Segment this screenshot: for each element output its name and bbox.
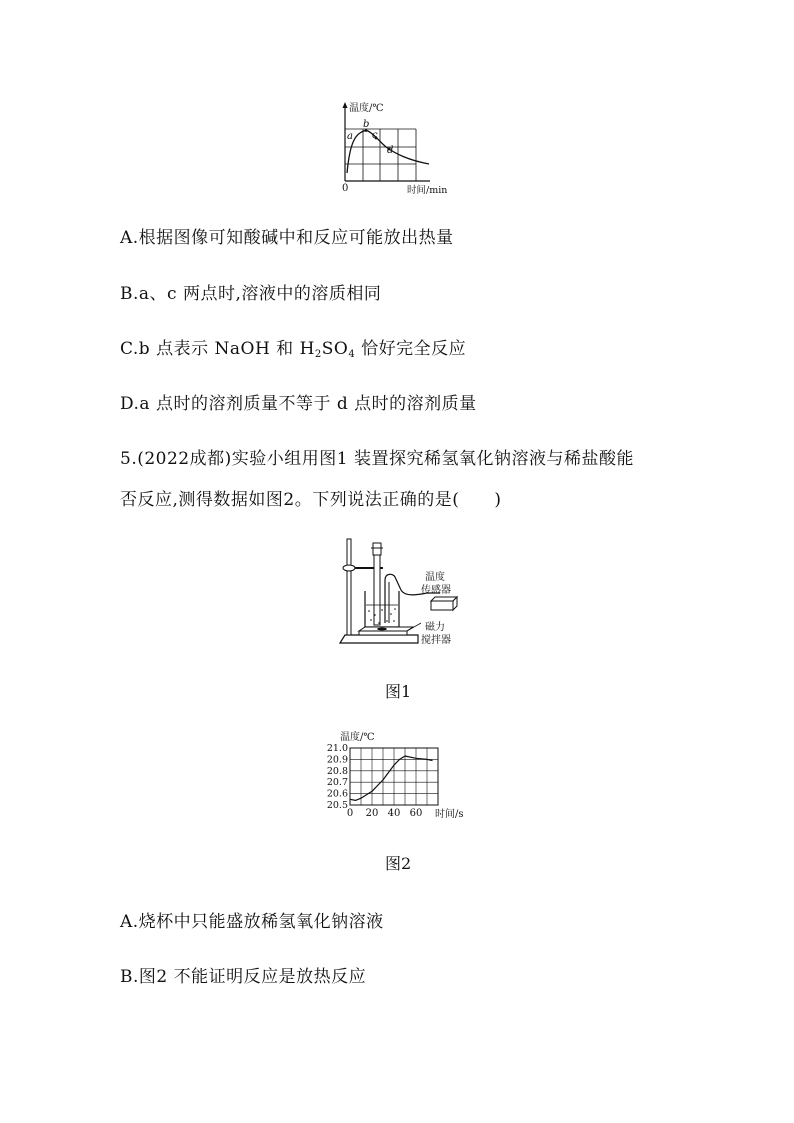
fig2-y-tick-label: 20.8	[326, 765, 348, 777]
option-q4-b: B.a、c 两点时,溶液中的溶质相同	[120, 284, 382, 304]
option-q4-c	[120, 334, 466, 360]
figure1-caption: 图1	[385, 682, 412, 701]
option-q4-c-prefix: C.b 点表示 NaOH 和 H	[120, 339, 315, 359]
option-q5-b: B.图2 不能证明反应是放热反应	[120, 967, 367, 987]
fig2-ylabel: 温度/℃	[340, 732, 375, 743]
option-q5-a: A.烧杯中只能盛放稀氢氧化钠溶液	[120, 912, 384, 932]
option-q4-c-sub1: 2	[314, 349, 322, 360]
option-q4-c-mid: SO	[321, 339, 349, 359]
fig2-y-tick-label: 21.0	[326, 743, 348, 754]
point-label-b: b	[363, 119, 370, 130]
top-origin: 0	[342, 183, 349, 194]
fig2-x-tick-label: 60	[409, 808, 423, 819]
label-sensor-line1: 温度	[425, 572, 445, 583]
figure1-apparatus	[335, 535, 470, 650]
fig2-x-tick-label: 20	[365, 808, 379, 819]
fig2-y-tick-label: 20.7	[326, 777, 348, 789]
fig2-xlabel: 时间/s	[435, 809, 464, 820]
option-q4-c-sub2: 4	[348, 349, 356, 360]
figure2-caption: 图2	[385, 854, 412, 873]
fig2-y-tick-label: 20.6	[326, 788, 348, 800]
fig2-y-tick-label: 20.9	[326, 754, 348, 766]
question5-line2: 否反应,测得数据如图2。下列说法正确的是( )	[120, 490, 502, 510]
top-xlabel: 时间/min	[407, 185, 448, 196]
question5-line1: 5.(2022成都)实验小组用图1 装置探究稀氢氧化钠溶液与稀盐酸能	[120, 449, 634, 469]
label-stirrer-line2: 搅拌器	[421, 635, 451, 646]
label-stirrer-line1: 磁力	[425, 622, 445, 633]
top-ylabel: 温度/℃	[349, 103, 384, 114]
label-sensor-line2: 传感器	[421, 585, 451, 596]
point-label-d: d	[387, 145, 394, 156]
point-label-c: c	[372, 130, 378, 141]
option-q4-c-suffix: 恰好完全反应	[355, 339, 467, 359]
option-q4-a: A.根据图像可知酸碱中和反应可能放出热量	[120, 228, 454, 248]
fig2-x-tick-label: 40	[387, 808, 401, 819]
top-temperature-figure	[330, 98, 470, 198]
fig2-x-tick-label: 0	[346, 808, 354, 819]
point-label-a: a	[347, 131, 353, 142]
figure2-chart	[318, 728, 478, 823]
fig2-y-tick-label: 20.5	[326, 800, 348, 811]
option-q4-d: D.a 点时的溶剂质量不等于 d 点时的溶剂质量	[120, 394, 477, 414]
